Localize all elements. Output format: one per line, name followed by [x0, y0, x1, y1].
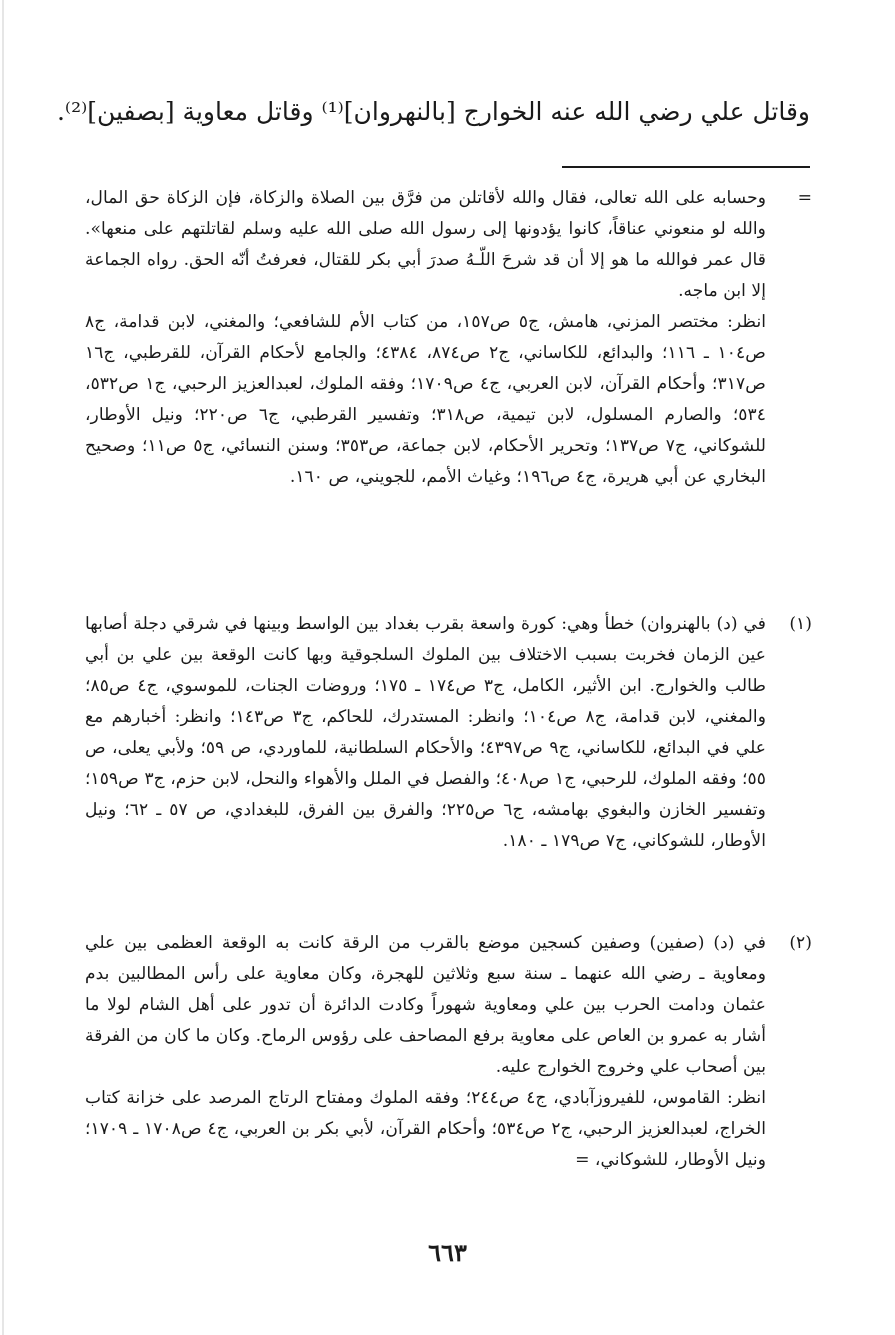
footnote-paragraph: وحسابه على الله تعالى، فقال والله لأقاتلن من فرَّق بين الصلاة والزكاة، فإن الزكاة حق المال، والله لو منعوني عناقاً، كانوا يؤدونها إلى رسول الله صلى الله عليه وسلم لقاتلتهم على منعها». قال عمر فوالله ما هو إلا أن قد شرحَ اللّـهُ صدرَ أبي بكر للقتال، فعرفتُ أنّه الحق. رواه الجماعة إلا ابن ماجه.	[85, 188, 766, 301]
footnote-separator	[562, 166, 810, 168]
continuation-marker: =	[797, 188, 812, 208]
footnote-continuation	[85, 183, 810, 493]
footnote-2	[85, 928, 810, 1176]
footnote-paragraph: انظر: القاموس، للفيروزآبادي، ج٤ ص٢٤٤؛ وفقه الملوك ومفتاح الرتاج المرصد على خزانة كتاب الخراج، لعبدالعزيز الرحبي، ج٢ ص٥٣٤؛ وأحكام القرآن، لأبي بكر بن العربي، ج٤ ص١٧٠٨ ـ ١٧٠٩؛ ونيل الأوطار، للشوكاني، =	[85, 1088, 766, 1170]
footnote-marker: (٢)	[789, 933, 812, 953]
footnote-paragraph: في (د) بالهنروان) خطأ وهي: كورة واسعة بقرب بغداد بين الواسط وبينها في شرقي دجلة أصابها عين الزمان فخربت بسبب الاختلاف بين الملوك السلجوقية وبها كانت الوقعة بين علي بن أبي طالب والخوارج. ابن الأثير، الكامل، ج٣ ص١٧٤ ـ ١٧٥؛ وروضات الجنات، للموسوي، ج٤ ص٨٥؛ والمغني، لابن قدامة، ج٨ ص١٠٤؛ وانظر: المستدرك، للحاكم، ج٣ ص١٤٣؛ وانظر: أخبارهم مع علي في البدائع، للكاساني، ج٩ ص٤٣٩٧؛ والأحكام السلطانية، للماوردي، ص ٥٩؛ ولأبي يعلى، ص ٥٥؛ وفقه الملوك، للرحبي، ج١ ص٤٠٨؛ والفصل في الملل والأهواء والنحل، لابن حزم، ج٣ ص١٥٩؛ وتفسير الخازن والبغوي بهامشه، ج٦ ص٢٢٥؛ والفرق بين الفرق، للبغدادي، ص ٥٧ ـ ٦٢؛ ونيل الأوطار، للشوكاني، ج٧ ص١٧٩ ـ ١٨٠.	[85, 614, 767, 851]
page-number: ٦٦٣	[428, 1238, 467, 1267]
binding-edge	[2, 0, 4, 1335]
main-text: وقاتل علي رضي الله عنه الخوارج [بالنهروان]⁽¹⁾ وقاتل معاوية [بصفين]⁽²⁾.	[56, 97, 810, 126]
footnote-1	[85, 609, 810, 857]
footnote-paragraph: في (د) (صفين) وصفين كسجين موضع بالقرب من الرقة كانت به الوقعة العظمى بين علي ومعاوية ـ رضي الله عنهما ـ سنة سبع وثلاثين للهجرة، وكان معاوية على رأس المطالبين بدم عثمان ودامت الحرب بين علي ومعاوية شهوراً وكادت الدائرة أن تدور على أهل الشام لولا ما أشار به عمرو بن العاص على معاوية برفع المصاحف على رؤوس الرماح. وكان ما كان من الفرقة بين أصحاب علي وخروج الخوارج عليه.	[85, 933, 766, 1077]
footnote-paragraph: انظر: مختصر المزني، هامش، ج٥ ص١٥٧، من كتاب الأم للشافعي؛ والمغني، لابن قدامة، ج٨ ص١٠٤ ـ ١١٦؛ والبدائع، للكاساني، ج٢ ص٨٧٤، ٤٣٨٤؛ والجامع لأحكام القرآن، للقرطبي، ج١٦ ص٣١٧؛ وأحكام القرآن، لابن العربي، ج٤ ص١٧٠٩؛ وفقه الملوك، لعبدالعزيز الرحبي، ج١ ص٥٣٢، ٥٣٤؛ والصارم المسلول، لابن تيمية، ص٣١٨؛ وتفسير القرطبي، ج٦ ص٢٢٠؛ ونيل الأوطار، للشوكاني، ج٧ ص١٣٧؛ وتحرير الأحكام، لابن جماعة، ص٣٥٣؛ وسنن النسائي، ج٥ ص١١؛ وصحيح البخاري عن أبي هريرة، ج٤ ص١٩٦؛ وغياث الأمم، للجويني، ص ١٦٠.	[85, 312, 767, 487]
footnote-marker: (١)	[789, 614, 812, 634]
